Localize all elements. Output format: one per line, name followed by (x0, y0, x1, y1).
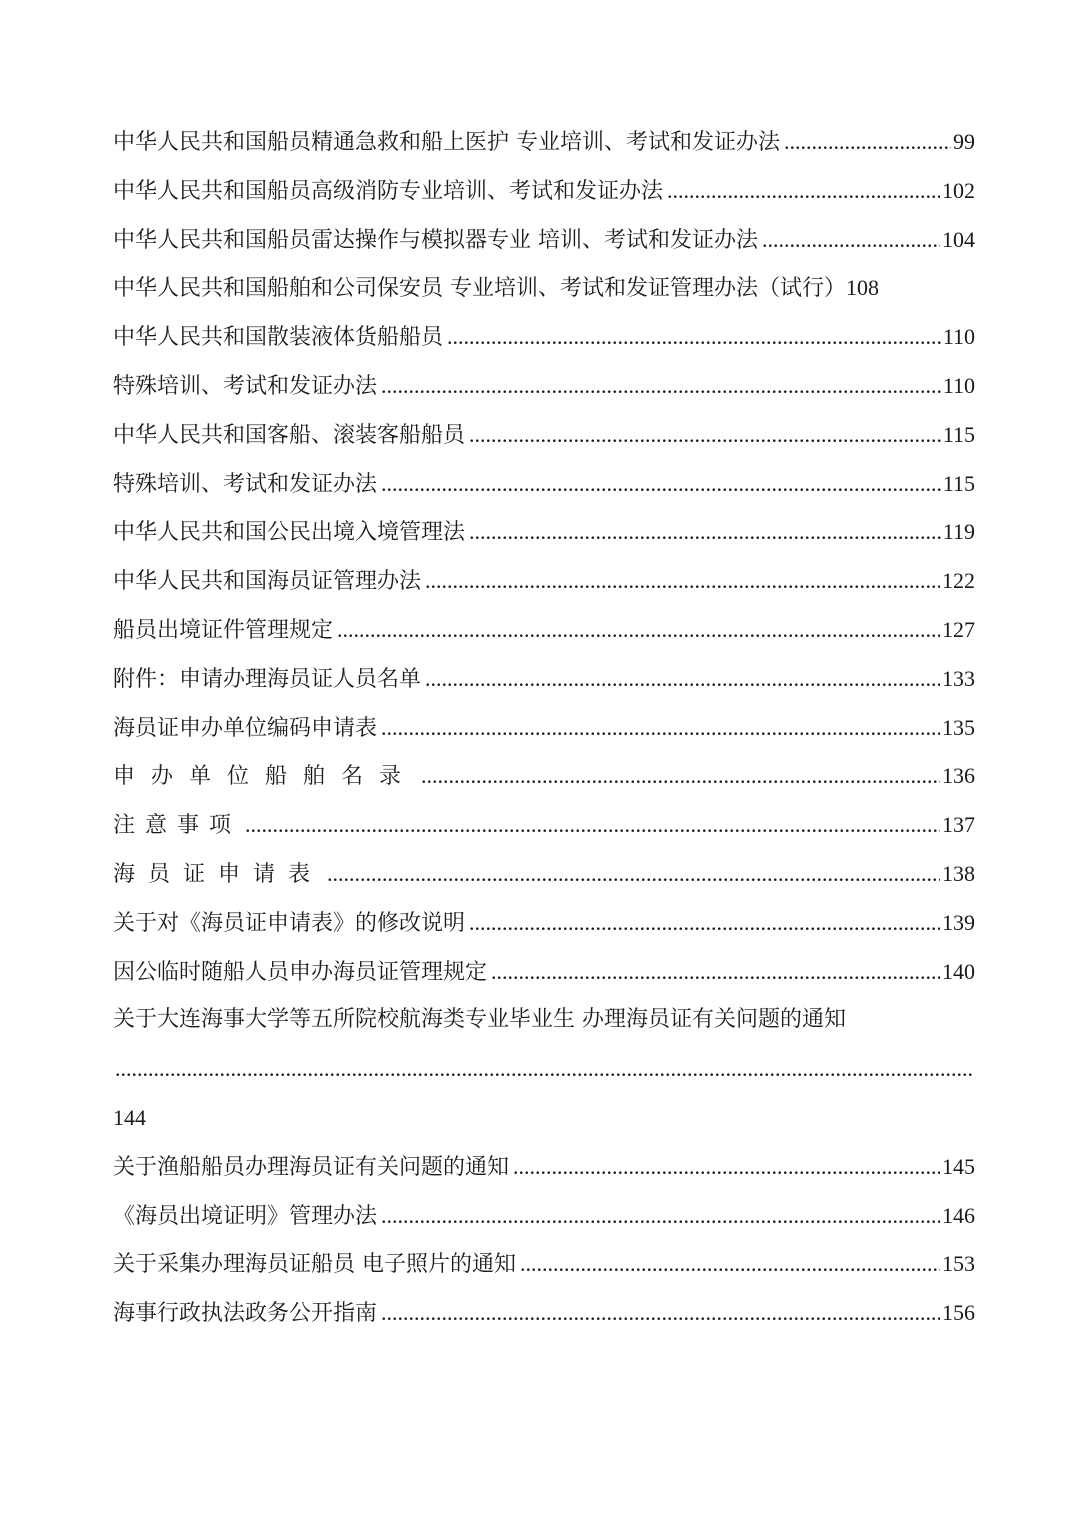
dot-leader (667, 167, 940, 216)
toc-entry-title: 申办单位船舶名录 (113, 764, 418, 790)
toc-entry-title: 特殊培训、考试和发证办法 (113, 471, 378, 497)
toc-entry-title: 中华人民共和国散装液体货船船员 (113, 325, 444, 351)
toc-entry-title: 中华人民共和国船舶和公司保安员 专业培训、考试和发证管理办法（试行） (113, 276, 846, 302)
toc-entry[interactable] (113, 1240, 975, 1289)
toc-entry-page: 144 (113, 1104, 146, 1130)
toc-entry[interactable] (113, 167, 975, 216)
toc-entry[interactable] (113, 411, 975, 460)
toc-entry-page: 102 (942, 177, 975, 203)
dot-leader (425, 655, 940, 704)
toc-entry[interactable] (113, 508, 975, 557)
toc-entry[interactable] (113, 118, 975, 167)
toc-entry[interactable] (113, 899, 975, 948)
toc-entry-title: 中华人民共和国公民出境入境管理法 (113, 520, 466, 546)
toc-entry-page: 115 (942, 421, 975, 447)
dot-leader (381, 1289, 940, 1338)
toc-entry-title: 海事行政执法政务公开指南 (113, 1301, 378, 1327)
dot-leader (421, 752, 940, 801)
toc-entry[interactable] (113, 1192, 975, 1241)
toc-entry-page: 146 (942, 1202, 975, 1228)
toc-entry-title: 中华人民共和国船员精通急救和船上医护 专业培训、考试和发证办法 (113, 130, 780, 155)
toc-entry[interactable] (113, 313, 975, 362)
toc-entry-title: 关于对《海员证申请表》的修改说明 (113, 910, 466, 936)
toc-entry-title: 船员出境证件管理规定 (113, 617, 334, 643)
toc-entry[interactable] (113, 216, 975, 265)
dot-leader (520, 1240, 940, 1289)
toc-entry-title: 中华人民共和国船员高级消防专业培训、考试和发证办法 (113, 178, 664, 204)
toc-entry-title: 关于大连海事大学等五所院校航海类专业毕业生 办理海员证有关问题的通知 (113, 1007, 846, 1033)
dot-leader (762, 216, 940, 265)
toc-entry-page: 136 (942, 763, 975, 789)
toc-entry[interactable] (113, 1143, 975, 1192)
dot-leader (425, 557, 940, 606)
dot-leader (245, 801, 940, 850)
toc-entry-page: 137 (942, 812, 975, 838)
toc-entry[interactable] (113, 460, 975, 509)
dot-leader (381, 704, 940, 753)
toc-entry-page: 104 (942, 226, 975, 252)
toc-entry-title: 关于渔船船员办理海员证有关问题的通知 (113, 1154, 510, 1180)
toc-entry-title: 中华人民共和国海员证管理办法 (113, 569, 422, 595)
toc-entry-title: 中华人民共和国船员雷达操作与模拟器专业 培训、考试和发证办法 (113, 227, 758, 253)
dot-leader (469, 899, 940, 948)
table-of-contents (113, 118, 975, 1338)
toc-entry-page: 119 (942, 519, 975, 545)
toc-entry-page: 156 (942, 1300, 975, 1326)
toc-entry[interactable] (113, 264, 975, 313)
toc-entry-title: 因公临时随船人员申办海员证管理规定 (113, 959, 488, 985)
toc-entry-page: 138 (942, 860, 975, 886)
toc-entry-page: 110 (942, 324, 975, 350)
toc-entry-page: 133 (942, 665, 975, 691)
toc-entry[interactable] (113, 704, 975, 753)
toc-entry-page: 145 (942, 1153, 975, 1179)
dot-leader (115, 1045, 973, 1094)
toc-entry-page: 135 (942, 714, 975, 740)
toc-entry[interactable] (113, 655, 975, 704)
dot-leader (513, 1143, 940, 1192)
toc-entry[interactable] (113, 557, 975, 606)
dot-leader (337, 606, 940, 655)
toc-entry-title: 特殊培训、考试和发证办法 (113, 373, 378, 399)
dot-leader (784, 118, 951, 167)
dot-leader (491, 948, 940, 997)
toc-entry-page: 115 (942, 470, 975, 496)
toc-entry-page: 110 (942, 372, 975, 398)
toc-entry[interactable] (113, 996, 975, 1142)
dot-leader (327, 850, 940, 899)
toc-entry-page: 140 (942, 958, 975, 984)
toc-entry-title: 海员证申办单位编码申请表 (113, 715, 378, 741)
toc-entry-title: 关于采集办理海员证船员 电子照片的通知 (113, 1252, 516, 1278)
toc-entry-title: 《海员出境证明》管理办法 (113, 1203, 378, 1229)
toc-entry-title: 附件：申请办理海员证人员名单 (113, 666, 422, 692)
toc-entry[interactable] (113, 606, 975, 655)
toc-entry[interactable] (113, 752, 975, 801)
toc-entry-title: 注意事项 (113, 813, 242, 839)
dot-leader (381, 1192, 940, 1241)
dot-leader (381, 460, 941, 509)
toc-entry[interactable] (113, 801, 975, 850)
toc-entry[interactable] (113, 1289, 975, 1338)
dot-leader (469, 508, 941, 557)
dot-leader (447, 313, 941, 362)
toc-entry-page: 139 (942, 909, 975, 935)
dot-leader (469, 411, 941, 460)
toc-entry-title: 海员证申请表 (113, 861, 324, 887)
toc-entry-title: 中华人民共和国客船、滚装客船船员 (113, 422, 466, 448)
toc-entry[interactable] (113, 362, 975, 411)
toc-entry-page: 99 (953, 129, 975, 154)
toc-entry-page: 108 (846, 275, 879, 301)
toc-entry-page: 153 (942, 1251, 975, 1277)
toc-entry[interactable] (113, 850, 975, 899)
toc-entry-page: 127 (942, 616, 975, 642)
toc-entry[interactable] (113, 948, 975, 997)
dot-leader (381, 362, 941, 411)
toc-entry-page: 122 (942, 568, 975, 594)
